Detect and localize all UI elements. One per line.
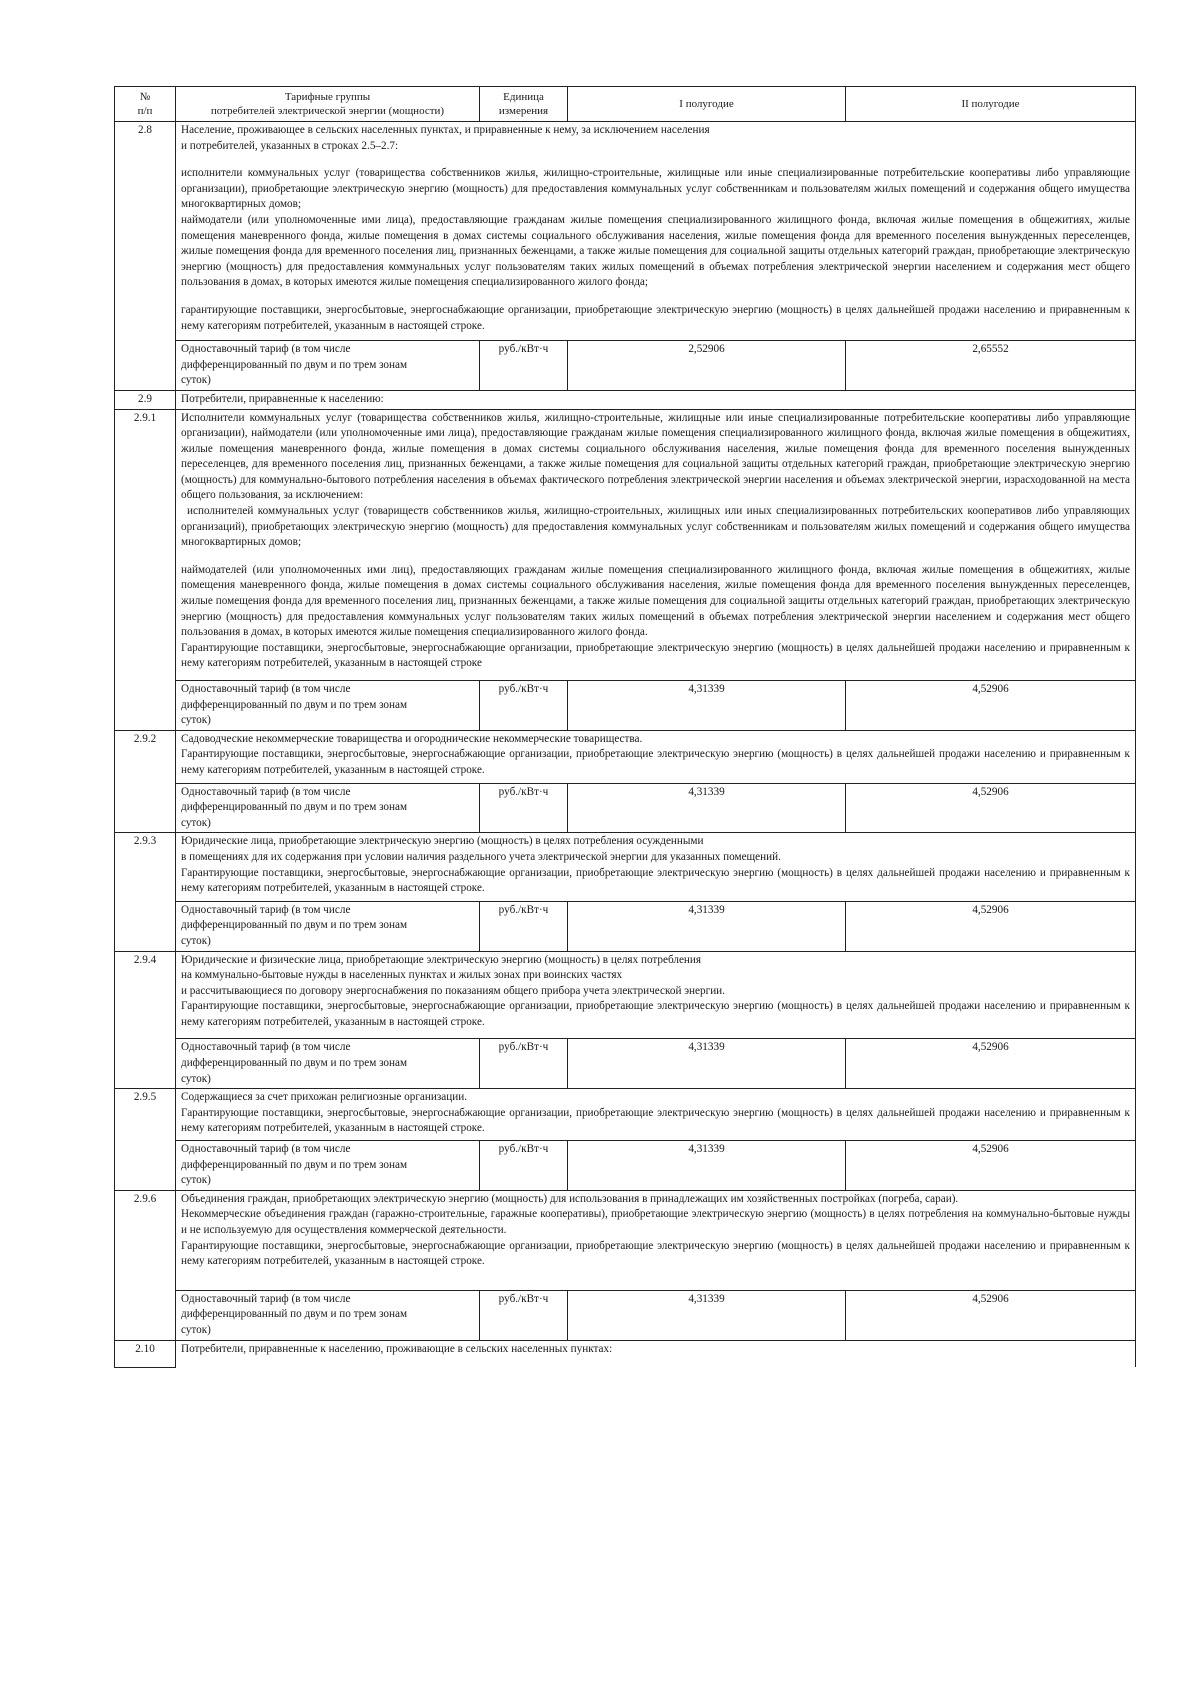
tariff-value-half1: 4,31339 [568, 1141, 846, 1191]
tariff-value-half1: 4,31339 [568, 1039, 846, 1089]
row-text: Исполнители коммунальных услуг (товарищества собственников жилья, жилищно-строительные, жилищные или иные специализированные потребительские кооперативы либо управляющие организации), наймодатели (или уполномоченные ими лица), предоставляющие гражданам жилые помещения специализированного жилищного фонда, включая жилые помещения в общежитиях, жилые помещения маневренного фонда, жилые помещения в домах системы социального обслуживания населения, жилые помещения фонда для временного поселения вынужденных переселенцев, для временного поселения лиц, признанных беженцами, а также жилые помещения для социальной защиты отдельных категорий граждан, приобретающие электрическую энергию (мощность) для коммунально-бытового потребления населения в объемах фактического потребления электрической энергии населения и объемах электрической энергии, израсходованной на места общего пользования, за исключением: [181, 411, 1130, 502]
tariff-row [115, 1290, 1136, 1340]
row-text: Гарантирующие поставщики, энергосбытовые, энергоснабжающие организации, приобретающие электрическую энергию (мощность) в целях дальнейшей продажи населению и приравненным к нему категориям потребителей, указанным в настоящей строке. [181, 866, 1130, 895]
table-row [115, 951, 1136, 1039]
table-row [115, 833, 1136, 901]
row-text: Потребители, приравненные к населению, проживающие в сельских населенных пунктах: [181, 1342, 613, 1355]
row-number: 2.9.5 [115, 1089, 176, 1191]
tariff-value-half2: 4,52906 [846, 1290, 1136, 1340]
row-number: 2.9.4 [115, 951, 176, 1089]
tariff-value-half1: 4,31339 [568, 783, 846, 833]
tariff-unit: руб./кВт·ч [480, 901, 568, 951]
tariff-unit: руб./кВт·ч [480, 783, 568, 833]
tariff-label: Одноставочный тариф (в том числе дифференцированный по двум и по трем зонам суток) [176, 783, 480, 833]
row-text: исполнителей коммунальных услуг (товариществ собственников жилья, жилищно-строительных, жилищных или иных специализированных потребительских кооперативов либо управляющих организаций), приобретающих электрическую энергию (мощность) для предоставления коммунальных услуг собственникам и пользователям жилых помещений и содержания общего имущества многоквартирных домов; [181, 505, 1130, 549]
tariff-label: Одноставочный тариф (в том числе дифференцированный по двум и по трем зонам суток) [176, 1290, 480, 1340]
row-text: Садоводческие некоммерческие товарищества и огороднические некоммерческие товарищества. [181, 732, 643, 745]
header-half2: II полугодие [846, 87, 1136, 122]
tariff-table [114, 86, 1136, 1368]
row-text: Гарантирующие поставщики, энергосбытовые, энергоснабжающие организации, приобретающие электрическую энергию (мощность) в целях дальнейшей продажи населению и приравненным к нему категориям потребителей, указанным в настоящей строке. [181, 1106, 1130, 1135]
tariff-row [115, 783, 1136, 833]
row-description [176, 1190, 1136, 1290]
tariff-row [115, 681, 1136, 731]
row-number: 2.9.1 [115, 409, 176, 730]
row-description [176, 1340, 1136, 1367]
tariff-label: Одноставочный тариф (в том числе дифференцированный по двум и по трем зонам суток) [176, 341, 480, 391]
tariff-unit: руб./кВт·ч [480, 681, 568, 731]
tariff-label: Одноставочный тариф (в том числе дифференцированный по двум и по трем зонам суток) [176, 1141, 480, 1191]
header-unit: Единица измерения [480, 87, 568, 122]
tariff-unit: руб./кВт·ч [480, 1039, 568, 1089]
row-text: Гарантирующие поставщики, энергосбытовые, энергоснабжающие организации, приобретающие электрическую энергию (мощность) в целях дальнейшей продажи населению и приравненным к нему категориям потребителей, указанным в настоящей строке. [181, 748, 1130, 776]
tariff-unit: руб./кВт·ч [480, 1290, 568, 1340]
row-text: гарантирующие поставщики, энергосбытовые, энергоснабжающие организации, приобретающие электрическую энергию (мощность) в целях дальнейшей продажи населению и приравненным к нему категориям потребителей, указанным в настоящей строке. [181, 303, 1130, 332]
row-text: Гарантирующие поставщики, энергосбытовые, энергоснабжающие организации, приобретающие электрическую энергию (мощность) в целях дальнейшей продажи населению и приравненным к нему категориям потребителей, указанным в настоящей строке [181, 641, 1130, 670]
header-group: Тарифные группы потребителей электрической энергии (мощности) [176, 87, 480, 122]
tariff-value-half2: 4,52906 [846, 1039, 1136, 1089]
row-text: Потребители, приравненные к населению: [181, 392, 384, 405]
table-row [115, 390, 1136, 409]
row-text: Население, проживающее в сельских населенных пунктах, и приравненные к нему, за исключением населения и потребителей, указанных в строках 2.5–2.7: [181, 124, 710, 152]
tariff-value-half1: 2,52906 [568, 341, 846, 391]
table-row [115, 409, 1136, 681]
row-description [176, 122, 1136, 341]
table-row [115, 1089, 1136, 1141]
row-text: наймодателей (или уполномоченных ими лиц), предоставляющих гражданам жилые помещения специализированного жилищного фонда, включая жилые помещения в общежитиях, жилые помещения маневренного фонда, жилые помещения в домах системы социального обслуживания населения, жилые помещения фонда для временного поселения вынужденных переселенцев, жилые помещения фонда для временного поселения лиц, признанных беженцами, а также жилые помещения для социальной защиты отдельных категорий граждан, приобретающих электрическую энергию (мощность) для предоставления коммунальных услуг пользователям таких жилых помещений в объемах потребления электрической энергии населением и содержания мест общего пользования в домах, в которых имеются жилые помещения специализированного жилого фонда. [181, 563, 1130, 639]
tariff-row [115, 901, 1136, 951]
row-text: Юридические и физические лица, приобретающие электрическую энергию (мощность) в целях потребления на коммунально-бытовые нужды в населенных пунктах и жилых зонах при воинских частях и рассчитывающиеся по договору энергоснабжения по показаниям общего прибора учета электрической энергии. [181, 953, 725, 997]
row-description [176, 951, 1136, 1039]
row-number: 2.8 [115, 122, 176, 391]
table-header-row [115, 87, 1136, 122]
row-number: 2.9.2 [115, 730, 176, 833]
header-half1: I полугодие [568, 87, 846, 122]
row-description [176, 1089, 1136, 1141]
tariff-value-half1: 4,31339 [568, 1290, 846, 1340]
tariff-value-half1: 4,31339 [568, 681, 846, 731]
row-text: исполнители коммунальных услуг (товарищества собственников жилья, жилищно-строительные, жилищные или иные специализированные потребительские кооперативы либо управляющие организации), приобретающие электрическую энергию (мощность) для предоставления коммунальных услуг собственникам и пользователям жилых помещений и содержания общего имущества многоквартирных домов; [181, 167, 1130, 211]
tariff-unit: руб./кВт·ч [480, 341, 568, 391]
tariff-label: Одноставочный тариф (в том числе дифференцированный по двум и по трем зонам суток) [176, 1039, 480, 1089]
tariff-label: Одноставочный тариф (в том числе дифференцированный по двум и по трем зонам суток) [176, 901, 480, 951]
row-text: Содержащиеся за счет прихожан религиозные организации. [181, 1091, 468, 1104]
tariff-row [115, 1039, 1136, 1089]
tariff-row [115, 341, 1136, 391]
row-description [176, 409, 1136, 681]
row-text: Объединения граждан, приобретающих электрическую энергию (мощность) для использования в принадлежащих им хозяйственных постройках (погреба, сараи). [181, 1192, 959, 1205]
row-text: Гарантирующие поставщики, энергосбытовые, энергоснабжающие организации, приобретающие электрическую энергию (мощность) в целях дальнейшей продажи населению и приравненным к нему категориям потребителей, указанным в настоящей строке. [181, 1000, 1130, 1028]
row-text: Гарантирующие поставщики, энергосбытовые, энергоснабжающие организации, приобретающие электрическую энергию (мощность) в целях дальнейшей продажи населению и приравненным к нему категориям потребителей, указанным в настоящей строке. [181, 1239, 1130, 1268]
tariff-value-half2: 2,65552 [846, 341, 1136, 391]
tariff-value-half2: 4,52906 [846, 901, 1136, 951]
tariff-value-half2: 4,52906 [846, 1141, 1136, 1191]
row-number: 2.10 [115, 1340, 176, 1367]
row-text: Юридические лица, приобретающие электрическую энергию (мощность) в целях потребления осужденными в помещениях для их содержания при условии наличия раздельного учета электрической энергии для указанных помещений. [181, 835, 781, 863]
header-num: № п/п [115, 87, 176, 122]
tariff-label: Одноставочный тариф (в том числе дифференцированный по двум и по трем зонам суток) [176, 681, 480, 731]
tariff-unit: руб./кВт·ч [480, 1141, 568, 1191]
table-row [115, 122, 1136, 341]
table-row [115, 1190, 1136, 1290]
tariff-value-half1: 4,31339 [568, 901, 846, 951]
row-text: наймодатели (или уполномоченные ими лица), предоставляющие гражданам жилые помещения специализированного жилищного фонда, включая жилые помещения в общежитиях, жилые помещения маневренного фонда, жилые помещения в домах системы социального обслуживания населения, жилые помещения фонда для временного поселения вынужденных переселенцев, жилые помещения фонда для временного поселения лиц, признанных беженцами, а также жилые помещения для социальной защиты отдельных категорий граждан, приобретающие электрическую энергию (мощность) для предоставления коммунальных услуг пользователям таких жилых помещений в объемах потребления электрической энергии населением и содержания мест общего пользования в домах, в которых имеются жилые помещения специализированного жилого фонда; [181, 213, 1130, 289]
tariff-row [115, 1141, 1136, 1191]
row-number: 2.9.3 [115, 833, 176, 951]
row-description [176, 390, 1136, 409]
row-description [176, 730, 1136, 783]
tariff-value-half2: 4,52906 [846, 783, 1136, 833]
row-text: Некоммерческие объединения граждан (гаражно-строительные, гаражные кооперативы), приобретающие электрическую энергию (мощность) в целях потребления на коммунально-бытовые нужды и не используемую для осуществления коммерческой деятельности. [181, 1208, 1130, 1236]
tariff-value-half2: 4,52906 [846, 681, 1136, 731]
row-number: 2.9 [115, 390, 176, 409]
row-description [176, 833, 1136, 901]
table-row [115, 1340, 1136, 1367]
table-row [115, 730, 1136, 783]
row-number: 2.9.6 [115, 1190, 176, 1340]
